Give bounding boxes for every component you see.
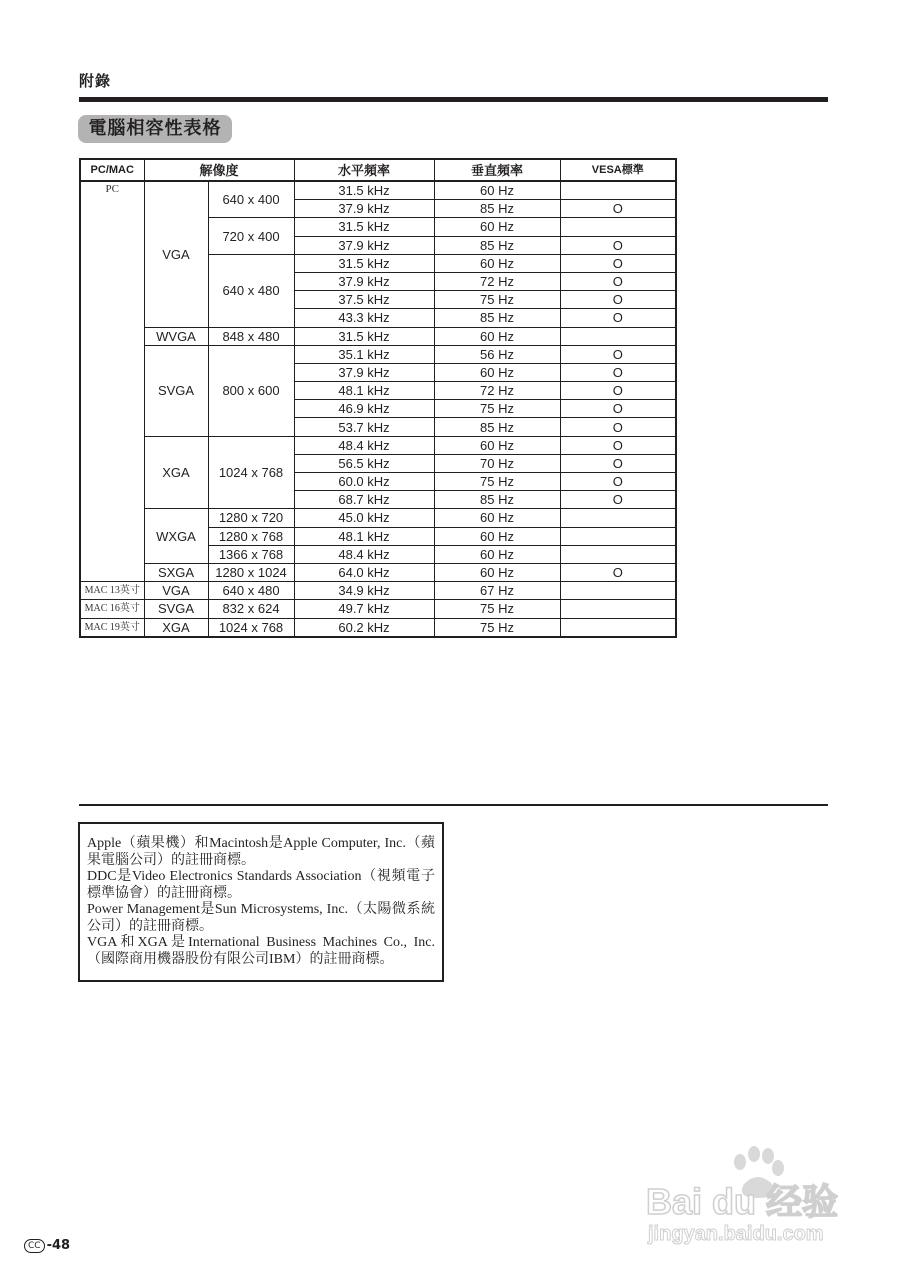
horizontal-cell: 48.4 kHz — [294, 545, 434, 563]
vesa-cell — [560, 527, 676, 545]
vesa-cell: O — [560, 436, 676, 454]
vesa-cell: O — [560, 491, 676, 509]
language-badge: CC — [24, 1239, 45, 1253]
horizontal-cell: 43.3 kHz — [294, 309, 434, 327]
mac-group-cell: MAC 19英寸 — [80, 618, 144, 637]
vesa-cell: O — [560, 200, 676, 218]
signal-type-cell: VGA — [144, 181, 208, 327]
resolution-cell: 1024 x 768 — [208, 618, 294, 637]
col-header-horizontal: 水平頻率 — [294, 159, 434, 181]
horizontal-cell: 37.9 kHz — [294, 363, 434, 381]
col-header-resolution: 解像度 — [144, 159, 294, 181]
resolution-cell: 1366 x 768 — [208, 545, 294, 563]
table-row — [80, 509, 676, 527]
horizontal-cell: 64.0 kHz — [294, 563, 434, 581]
vesa-cell — [560, 618, 676, 637]
vesa-cell — [560, 600, 676, 618]
watermark-brand: Bai du 经验 — [646, 1181, 839, 1222]
signal-type-cell: WVGA — [144, 327, 208, 345]
resolution-cell: 640 x 400 — [208, 181, 294, 218]
resolution-cell: 832 x 624 — [208, 600, 294, 618]
table-row — [80, 600, 676, 618]
horizontal-cell: 53.7 kHz — [294, 418, 434, 436]
trademark-line: VGA和XGA是International Business Machines Co., Inc.（國際商用機器股份有限公司IBM）的註冊商標。 — [87, 935, 435, 967]
vertical-cell: 67 Hz — [434, 582, 560, 600]
horizontal-cell: 37.9 kHz — [294, 236, 434, 254]
resolution-cell: 1280 x 720 — [208, 509, 294, 527]
horizontal-cell: 31.5 kHz — [294, 327, 434, 345]
horizontal-cell: 48.1 kHz — [294, 382, 434, 400]
horizontal-cell: 34.9 kHz — [294, 582, 434, 600]
vertical-cell: 75 Hz — [434, 600, 560, 618]
vesa-cell: O — [560, 309, 676, 327]
resolution-cell: 1280 x 768 — [208, 527, 294, 545]
horizontal-cell: 48.1 kHz — [294, 527, 434, 545]
mac-group-cell: MAC 16英寸 — [80, 600, 144, 618]
horizontal-cell: 60.0 kHz — [294, 473, 434, 491]
signal-type-cell: WXGA — [144, 509, 208, 564]
vertical-cell: 60 Hz — [434, 218, 560, 236]
vesa-cell — [560, 509, 676, 527]
horizontal-cell: 46.9 kHz — [294, 400, 434, 418]
vertical-cell: 75 Hz — [434, 400, 560, 418]
vesa-cell — [560, 181, 676, 200]
vesa-cell: O — [560, 291, 676, 309]
signal-type-cell: SXGA — [144, 563, 208, 581]
trademark-line: Power Management是Sun Microsystems, Inc.（太陽微系統公司）的註冊商標。 — [87, 902, 435, 934]
vesa-cell — [560, 218, 676, 236]
vertical-cell: 60 Hz — [434, 254, 560, 272]
vertical-cell: 70 Hz — [434, 454, 560, 472]
baidu-jingyan-watermark — [640, 1140, 860, 1250]
vertical-cell: 60 Hz — [434, 436, 560, 454]
vertical-cell: 60 Hz — [434, 563, 560, 581]
resolution-cell: 1280 x 1024 — [208, 563, 294, 581]
vertical-cell: 75 Hz — [434, 473, 560, 491]
header-rule — [79, 97, 828, 102]
signal-type-cell: SVGA — [144, 600, 208, 618]
trademark-line: DDC是Video Electronics Standards Association（視頻電子標準協會）的註冊商標。 — [87, 869, 435, 901]
mac-group-cell: MAC 13英寸 — [80, 582, 144, 600]
watermark-url: jingyan.baidu.com — [648, 1223, 824, 1245]
horizontal-cell: 31.5 kHz — [294, 254, 434, 272]
signal-type-cell: VGA — [144, 582, 208, 600]
col-header-pcmac: PC/MAC — [80, 159, 144, 181]
table-row — [80, 327, 676, 345]
signal-type-cell: SVGA — [144, 345, 208, 436]
horizontal-cell: 45.0 kHz — [294, 509, 434, 527]
vesa-cell: O — [560, 382, 676, 400]
table-row — [80, 618, 676, 637]
vertical-cell: 75 Hz — [434, 291, 560, 309]
vertical-cell: 72 Hz — [434, 382, 560, 400]
vertical-cell: 56 Hz — [434, 345, 560, 363]
section-divider — [79, 804, 828, 806]
vertical-cell: 85 Hz — [434, 236, 560, 254]
resolution-cell: 640 x 480 — [208, 582, 294, 600]
horizontal-cell: 37.5 kHz — [294, 291, 434, 309]
vertical-cell: 75 Hz — [434, 618, 560, 637]
horizontal-cell: 37.9 kHz — [294, 272, 434, 290]
table-row — [80, 181, 676, 200]
vesa-cell: O — [560, 418, 676, 436]
trademark-notice — [78, 822, 444, 982]
vesa-cell: O — [560, 236, 676, 254]
horizontal-cell: 49.7 kHz — [294, 600, 434, 618]
col-header-vertical: 垂直頻率 — [434, 159, 560, 181]
vertical-cell: 60 Hz — [434, 509, 560, 527]
page-footer — [24, 1238, 70, 1253]
vesa-cell — [560, 545, 676, 563]
resolution-cell: 800 x 600 — [208, 345, 294, 436]
table-row — [80, 436, 676, 454]
table-row — [80, 563, 676, 581]
vertical-cell: 60 Hz — [434, 545, 560, 563]
vertical-cell: 60 Hz — [434, 327, 560, 345]
page-title: 電腦相容性表格 — [78, 115, 232, 143]
trademark-line: Apple（蘋果機）和Macintosh是Apple Computer, Inc.（蘋果電腦公司）的註冊商標。 — [87, 836, 435, 868]
horizontal-cell: 35.1 kHz — [294, 345, 434, 363]
page-number: -48 — [46, 1238, 71, 1253]
vertical-cell: 60 Hz — [434, 181, 560, 200]
vertical-cell: 85 Hz — [434, 309, 560, 327]
vertical-cell: 85 Hz — [434, 418, 560, 436]
vertical-cell: 60 Hz — [434, 363, 560, 381]
vesa-cell — [560, 582, 676, 600]
resolution-cell: 1024 x 768 — [208, 436, 294, 509]
horizontal-cell: 37.9 kHz — [294, 200, 434, 218]
vesa-cell: O — [560, 363, 676, 381]
resolution-cell: 720 x 400 — [208, 218, 294, 254]
section-header: 附錄 — [79, 72, 112, 90]
resolution-cell: 848 x 480 — [208, 327, 294, 345]
horizontal-cell: 31.5 kHz — [294, 218, 434, 236]
vertical-cell: 72 Hz — [434, 272, 560, 290]
horizontal-cell: 68.7 kHz — [294, 491, 434, 509]
vesa-cell: O — [560, 473, 676, 491]
compatibility-table — [79, 158, 677, 638]
horizontal-cell: 31.5 kHz — [294, 181, 434, 200]
vertical-cell: 60 Hz — [434, 527, 560, 545]
vesa-cell: O — [560, 272, 676, 290]
vesa-cell — [560, 327, 676, 345]
resolution-cell: 640 x 480 — [208, 254, 294, 327]
vesa-cell: O — [560, 345, 676, 363]
signal-type-cell: XGA — [144, 618, 208, 637]
vertical-cell: 85 Hz — [434, 491, 560, 509]
horizontal-cell: 56.5 kHz — [294, 454, 434, 472]
vertical-cell: 85 Hz — [434, 200, 560, 218]
horizontal-cell: 60.2 kHz — [294, 618, 434, 637]
vesa-cell: O — [560, 563, 676, 581]
vesa-cell: O — [560, 254, 676, 272]
table-row — [80, 582, 676, 600]
col-header-vesa: VESA標準 — [560, 159, 676, 181]
table-row — [80, 345, 676, 363]
vesa-cell: O — [560, 454, 676, 472]
signal-type-cell: XGA — [144, 436, 208, 509]
horizontal-cell: 48.4 kHz — [294, 436, 434, 454]
table-header-row — [80, 159, 676, 181]
pc-group-cell: PC — [80, 181, 144, 582]
vesa-cell: O — [560, 400, 676, 418]
